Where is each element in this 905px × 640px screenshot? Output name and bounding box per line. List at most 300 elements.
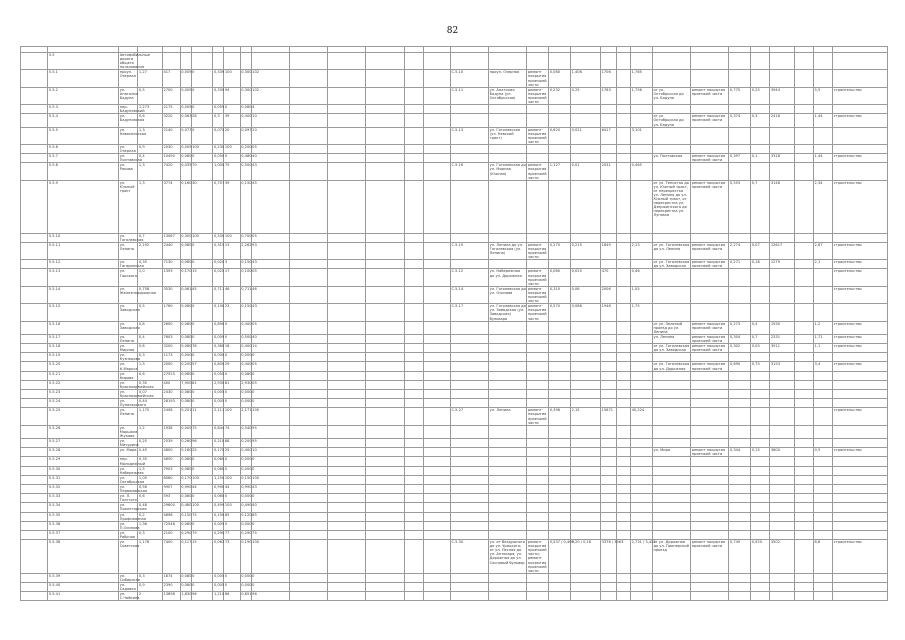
table-cell (21, 353, 48, 362)
table-cell (631, 512, 653, 521)
table-cell (770, 466, 795, 475)
table-cell (794, 180, 813, 233)
table-cell (571, 105, 601, 114)
table-cell (794, 242, 813, 259)
table-cell (404, 484, 423, 493)
table-cell: С.5.17 (450, 304, 488, 321)
table-cell (450, 475, 488, 484)
table-cell: 0,000 (240, 353, 251, 362)
table-cell (729, 105, 751, 114)
table-cell: 100 (251, 408, 289, 425)
table-cell: 05 (251, 362, 289, 371)
table-cell (691, 353, 729, 362)
table-cell (21, 321, 48, 334)
table-cell: 0,000 (240, 457, 251, 466)
table-cell (601, 399, 617, 408)
table-cell: 2000 (162, 362, 180, 371)
table-cell (833, 466, 888, 475)
table-cell: 05 (251, 144, 289, 153)
table-cell: 2440 (162, 242, 180, 259)
table-cell: 1,05 (138, 475, 163, 484)
table-cell: 0,005 (213, 573, 224, 582)
table-cell (328, 87, 366, 104)
table-cell (691, 286, 729, 303)
table-cell: ул. Кузнецова (119, 353, 140, 362)
table-cell (794, 304, 813, 321)
table-cell (691, 503, 729, 512)
table-cell (631, 353, 653, 362)
table-cell (691, 70, 729, 87)
table-cell (423, 144, 450, 153)
table-cell (770, 439, 795, 448)
table-cell: 28 (191, 114, 213, 127)
table-cell (289, 425, 327, 438)
table-cell: 3502 (770, 540, 795, 574)
table-row (21, 439, 888, 448)
table-cell: 0,5 (138, 304, 163, 321)
table-cell (423, 362, 450, 371)
table-cell: 5.5.36 (48, 521, 119, 530)
table-cell: 1,71 (814, 334, 833, 343)
table-cell: 0,380 (213, 344, 224, 353)
table-cell (794, 512, 813, 521)
table-cell (21, 114, 48, 127)
table-cell: 39 (224, 114, 240, 127)
table-cell (631, 371, 653, 380)
table-cell (833, 425, 888, 438)
table-cell: ул. Ленина (489, 408, 527, 425)
table-cell (489, 425, 527, 438)
table-cell: 0,009 (180, 70, 191, 87)
table-cell (21, 439, 48, 448)
table-cell (833, 503, 888, 512)
table-cell (601, 105, 617, 114)
table-cell (549, 390, 571, 399)
table-cell (404, 425, 423, 438)
table-cell (489, 448, 527, 457)
table-cell: 0,920 (751, 540, 770, 574)
table-cell (571, 484, 601, 493)
table-cell (617, 521, 631, 530)
table-cell (489, 457, 527, 466)
table-cell (794, 380, 813, 389)
table-cell (833, 233, 888, 242)
table-cell: ремонт покрытия проезжей части; ремонт покрытия проезжей части (527, 540, 549, 574)
table-cell (289, 530, 327, 539)
table-cell: 0,07 (138, 390, 163, 399)
table-cell: 3 (224, 260, 240, 269)
table-cell (652, 425, 690, 438)
table-cell (549, 344, 571, 353)
road-register-sheet (20, 46, 888, 601)
table-cell (527, 457, 549, 466)
table-cell (814, 521, 833, 530)
table-cell (794, 408, 813, 425)
table-cell (527, 512, 549, 521)
table-cell: ул. Ленина (119, 334, 138, 343)
table-cell (729, 512, 751, 521)
table-cell: 0,060 (549, 269, 571, 286)
table-cell (571, 475, 601, 484)
table-cell (289, 362, 327, 371)
table-cell (527, 425, 549, 438)
table-cell: 417 (162, 70, 180, 87)
table-cell (601, 494, 617, 503)
table-cell: 0,190 (213, 304, 224, 321)
table-cell: С.5.12 (450, 269, 488, 286)
table-cell (21, 494, 48, 503)
table-cell (404, 260, 423, 269)
table-cell (751, 144, 770, 153)
table-cell (450, 114, 488, 127)
table-cell: ул. Горького (119, 269, 138, 286)
table-cell (617, 573, 631, 582)
table-cell: 0,260 (180, 439, 191, 448)
table-cell (404, 344, 423, 353)
table-cell (571, 494, 601, 503)
table-cell: 0,3 (138, 573, 163, 582)
table-cell (631, 448, 653, 457)
table-cell (571, 512, 601, 521)
table-cell (404, 127, 423, 144)
table-cell (631, 362, 653, 371)
table-cell: 0,000 (240, 583, 251, 592)
table-cell (652, 494, 690, 503)
table-cell (617, 408, 631, 425)
table-cell: 0,150 (213, 512, 224, 521)
table-cell (404, 87, 423, 104)
table-cell: 5.5.15 (48, 304, 119, 321)
table-cell: строительство (833, 321, 888, 334)
table-cell: 1938 (162, 425, 180, 438)
table-cell (617, 371, 631, 380)
table-cell (652, 286, 690, 303)
table-cell (601, 344, 617, 353)
table-cell (423, 87, 450, 104)
table-cell: 0 (191, 105, 213, 114)
table-cell (404, 573, 423, 582)
table-cell: 5.5.38 (48, 540, 119, 574)
table-row (21, 390, 888, 399)
table-cell: ул. Л. Толстого (119, 494, 137, 503)
table-cell (328, 484, 366, 493)
table-cell: 2408 (162, 408, 180, 425)
table-cell (814, 530, 833, 539)
table-cell: пер. Бадуновский (119, 105, 145, 114)
table-cell (404, 466, 423, 475)
table-cell: ремонт покрытия проезжей части (691, 344, 729, 353)
table-cell (571, 380, 601, 389)
table-cell (571, 362, 601, 371)
table-cell (404, 321, 423, 334)
table-row (21, 521, 888, 530)
table-cell: 0,150 (240, 260, 251, 269)
table-cell (366, 408, 404, 425)
table-cell: 8,8 (814, 540, 833, 574)
table-cell: 0,005 (213, 390, 224, 399)
table-cell: 1,210 (213, 592, 224, 601)
table-cell: 0 (224, 573, 240, 582)
table-cell: 0,200 (180, 362, 191, 371)
table-row (21, 371, 888, 380)
table-cell (366, 154, 404, 163)
table-cell (617, 530, 631, 539)
table-cell (770, 233, 795, 242)
table-cell (21, 269, 48, 286)
table-cell (289, 583, 327, 592)
table-cell (423, 390, 450, 399)
table-cell (489, 260, 527, 269)
table-cell (423, 399, 450, 408)
table-cell (617, 70, 631, 87)
table-cell (652, 390, 690, 399)
table-cell: 3376 / 3563 (601, 540, 617, 574)
table-cell (328, 530, 366, 539)
table-cell (549, 494, 571, 503)
table-cell (450, 321, 488, 334)
table-cell: 0,20 / 0,16 (571, 540, 601, 574)
table-cell (423, 512, 450, 521)
table-cell: 2,192 (138, 242, 163, 259)
table-cell: 2140 (162, 127, 180, 144)
table-cell: 0,540 (240, 425, 251, 438)
table-cell (549, 592, 571, 601)
table-cell (652, 304, 690, 321)
table-cell: 0,1 (751, 154, 770, 163)
table-cell (549, 530, 571, 539)
table-cell (770, 53, 795, 70)
table-cell: 0,075 (213, 127, 224, 144)
table-cell (404, 233, 423, 242)
table-cell (289, 503, 327, 512)
table-cell (489, 439, 527, 448)
table-cell (631, 390, 653, 399)
table-cell (691, 53, 729, 70)
table-cell (21, 344, 48, 353)
table-cell (423, 334, 450, 343)
table-cell (404, 105, 423, 114)
table-cell: 0,060 (549, 70, 571, 87)
table-cell: 46 (251, 286, 289, 303)
table-cell: ремонт покрытия проезжей части (527, 127, 549, 144)
table-cell: 0 (224, 321, 240, 334)
table-cell: 0,339 (213, 87, 224, 104)
table-cell (729, 408, 751, 425)
table-cell (794, 70, 813, 87)
table-row (21, 494, 888, 503)
table-cell: 0,396 (549, 408, 571, 425)
table-cell (549, 105, 571, 114)
table-cell: 0,25 (138, 439, 163, 448)
table-cell (289, 53, 327, 70)
table-cell: ремонт покрытия проезжей части (691, 260, 729, 269)
table-cell (833, 70, 888, 87)
table-cell (489, 494, 527, 503)
table-cell: 0,6 (138, 344, 163, 353)
table-cell: ремонт покрытия проезжей части (527, 304, 549, 321)
table-cell (489, 233, 527, 242)
table-cell (794, 286, 813, 303)
table-cell: 5.5.40 (48, 583, 119, 592)
table-cell: 0,7 (751, 334, 770, 343)
table-cell (549, 321, 571, 334)
table-cell (729, 466, 751, 475)
table-cell (328, 592, 366, 601)
table-cell (423, 448, 450, 457)
table-cell (751, 503, 770, 512)
table-cell: строительство (833, 242, 888, 259)
table-cell (489, 105, 527, 114)
table-cell: 0,160 (180, 180, 191, 233)
table-cell (21, 503, 48, 512)
table-cell (527, 114, 549, 127)
table-cell: 0,080 (180, 154, 191, 163)
table-cell: 0,707 (213, 180, 224, 233)
table-cell: 0 (224, 494, 240, 503)
table-cell (289, 260, 327, 269)
table-cell (751, 484, 770, 493)
table-cell: 102 (251, 87, 289, 104)
table-cell: 0,3 (751, 114, 770, 127)
table-cell (162, 53, 180, 70)
table-cell (729, 494, 751, 503)
table-cell (571, 114, 601, 127)
table-cell (527, 475, 549, 484)
table-cell (571, 260, 601, 269)
table-cell: 0,844 (213, 425, 224, 438)
table-cell: 0 (191, 371, 213, 380)
table-cell (450, 260, 488, 269)
table-cell: 2,930 (213, 380, 224, 389)
table-cell (729, 127, 751, 144)
table-cell (652, 380, 690, 389)
table-cell (21, 163, 48, 180)
table-cell: ул. Ракова (119, 163, 138, 180)
table-cell: ул. Советская (119, 540, 138, 574)
table-cell: строительство (833, 540, 888, 574)
table-cell (21, 53, 48, 70)
table-cell (404, 512, 423, 521)
table-cell: 10490 (162, 154, 180, 163)
table-cell: 0 (191, 466, 213, 475)
table-cell (770, 494, 795, 503)
table-cell (794, 494, 813, 503)
table-cell: ремонт покрытия проезжей части (691, 321, 729, 334)
table-cell: 0 (191, 573, 213, 582)
table-cell: 7603 (162, 334, 180, 343)
table-cell (328, 269, 366, 286)
road-register-table (20, 46, 888, 601)
table-cell (21, 399, 48, 408)
table-cell (489, 484, 527, 493)
table-cell: 95 (251, 439, 289, 448)
table-row (21, 457, 888, 466)
table-cell (617, 380, 631, 389)
table-cell (814, 512, 833, 521)
table-cell (549, 457, 571, 466)
table-cell: 0,273 (729, 321, 751, 334)
table-cell (794, 233, 813, 242)
table-cell: 1,175 (138, 408, 163, 425)
table-cell (770, 304, 795, 321)
table-cell: С.5.16 (450, 163, 488, 180)
table-cell (751, 269, 770, 286)
table-cell: 100 (251, 540, 289, 574)
table-cell: 0,06 (571, 286, 601, 303)
table-cell (691, 466, 729, 475)
table-cell: 5.5.6 (48, 144, 119, 153)
table-cell (601, 144, 617, 153)
table-cell (617, 494, 631, 503)
table-cell: 2 (138, 592, 163, 601)
table-cell: 2100 (162, 530, 180, 539)
table-cell (631, 334, 653, 343)
table-cell: 1,2 (138, 425, 163, 438)
table-cell: 0,150 (180, 512, 191, 521)
table-cell: от ул. Дорожная до ул. Пионерский проезд (652, 540, 690, 574)
table-cell: 1,765 (631, 70, 653, 87)
table-cell: 5.5.41 (48, 592, 119, 601)
table-cell (527, 260, 549, 269)
table-cell: 0 (251, 371, 289, 380)
table-cell (751, 53, 770, 70)
table-cell (527, 105, 549, 114)
table-cell (527, 494, 549, 503)
table-cell (21, 304, 48, 321)
table-cell: ремонт покрытия проезжей части (691, 114, 729, 127)
table-cell (289, 233, 327, 242)
table-cell (751, 105, 770, 114)
table-cell (631, 521, 653, 530)
table-cell: 0,000 (240, 390, 251, 399)
table-cell (751, 163, 770, 180)
table-cell (751, 286, 770, 303)
table-cell (833, 512, 888, 521)
table-cell (631, 380, 653, 389)
table-cell (617, 583, 631, 592)
table-cell: 5.5.26 (48, 425, 119, 438)
table-cell (833, 494, 888, 503)
table-cell: 5.5.5 (48, 127, 119, 144)
table-cell (366, 163, 404, 180)
table-cell (289, 154, 327, 163)
table-cell (814, 286, 833, 303)
table-cell (404, 154, 423, 163)
table-cell: строительство (833, 260, 888, 269)
table-cell: 77 (224, 530, 240, 539)
table-cell (833, 390, 888, 399)
table-cell (366, 448, 404, 457)
table-cell (527, 180, 549, 233)
table-cell (833, 573, 888, 582)
table-cell (21, 371, 48, 380)
table-cell (794, 530, 813, 539)
table-cell (691, 484, 729, 493)
table-cell (549, 114, 571, 127)
table-cell (631, 592, 653, 601)
table-cell: 0,077 (180, 127, 191, 144)
table-cell (289, 457, 327, 466)
table-cell: 0,009 (180, 87, 191, 104)
table-cell: ремонт покрытия проезжей части (527, 242, 549, 259)
table-cell (404, 503, 423, 512)
table-cell: ул. К.Маркса (119, 362, 138, 371)
table-cell (527, 448, 549, 457)
table-cell: ул. Железнодорожная (119, 286, 138, 303)
table-cell (617, 466, 631, 475)
table-cell (691, 144, 729, 153)
table-cell (814, 408, 833, 425)
